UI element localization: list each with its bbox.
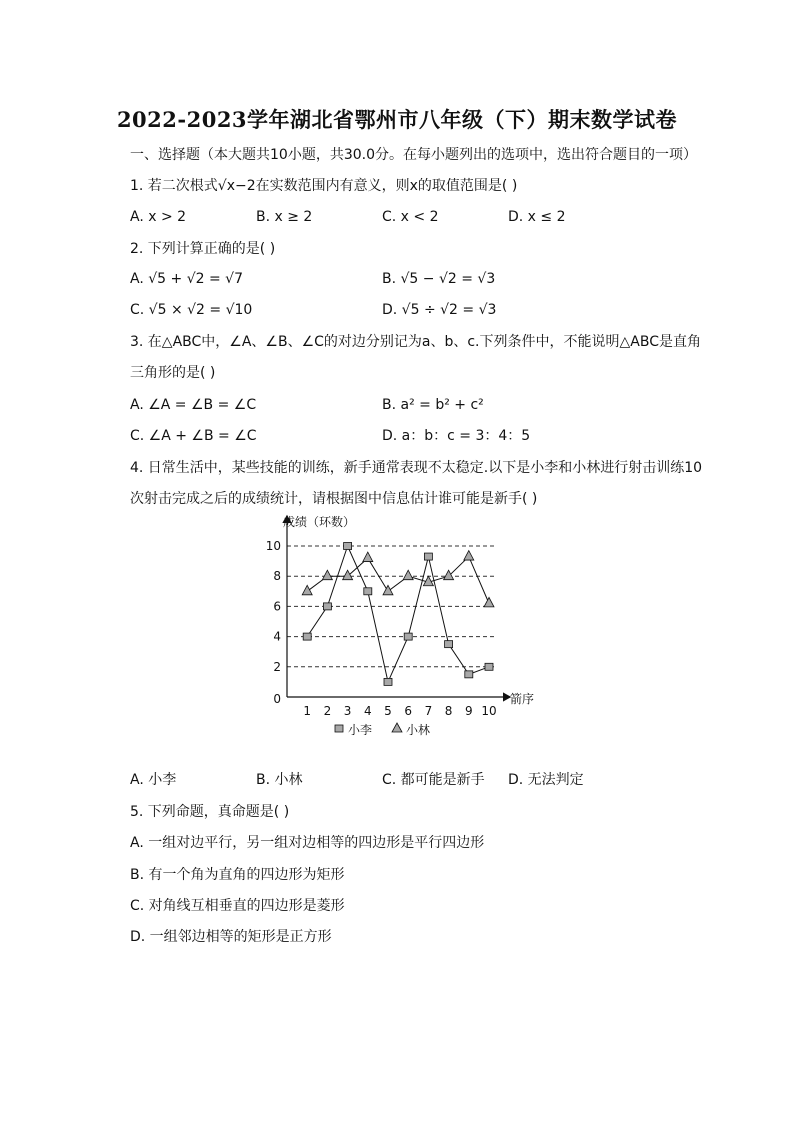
x-tick-label: 8: [444, 704, 453, 718]
q1-option-d: D. x ≤ 2: [508, 209, 566, 225]
x-tick-label: 1: [303, 704, 312, 718]
point-triangle: [383, 585, 393, 595]
x-tick-label: 2: [323, 704, 332, 718]
series-line-2: [307, 557, 489, 604]
origin-label: 0: [273, 692, 281, 706]
y-tick-label: 4: [273, 629, 281, 644]
y-tick-label: 2: [273, 659, 281, 674]
x-tick-label: 7: [424, 704, 433, 718]
point-square: [404, 633, 412, 640]
q1-option-b: B. x ≥ 2: [256, 209, 313, 225]
point-square: [424, 553, 432, 560]
q1-option-a: A. x > 2: [130, 209, 187, 225]
y-tick-label: 8: [273, 569, 281, 584]
question-3-stem-line2: 三角形的是( ): [130, 365, 216, 381]
question-3-stem-line1: 3. 在△ABC中，∠A、∠B、∠C的对边分别记为a、b、c.下列条件中，不能说明△ABC是直角: [130, 334, 701, 350]
q4-option-b: B. 小林: [256, 772, 303, 788]
q3-option-c: C. ∠A + ∠B = ∠C: [130, 428, 257, 444]
q5-option-c: C. 对角线互相垂直的四边形是菱形: [130, 898, 345, 914]
question-4-stem-line2: 次射击完成之后的成绩统计，请根据图中信息估计谁可能是新手( ): [130, 491, 538, 507]
legend-label: 小李: [348, 723, 373, 737]
point-square: [384, 678, 392, 685]
point-triangle: [343, 570, 353, 580]
point-triangle: [403, 570, 413, 580]
question-2-stem: 2. 下列计算正确的是( ): [130, 241, 276, 257]
q4-option-d: D. 无法判定: [508, 772, 584, 788]
q3-option-a: A. ∠A = ∠B = ∠C: [130, 397, 257, 413]
point-square: [303, 633, 311, 640]
question-5-stem: 5. 下列命题，真命题是( ): [130, 804, 290, 820]
x-tick-label: 3: [343, 704, 352, 718]
question-1-stem: 1. 若二次根式√x−2在实数范围内有意义，则x的取值范围是( ): [130, 178, 518, 194]
legend-marker-triangle: [392, 723, 402, 732]
point-square: [344, 543, 352, 550]
series-line-1: [307, 546, 489, 682]
q3-option-d: D. a：b：c = 3：4：5: [382, 428, 531, 444]
section-heading: 一、选择题（本大题共10小题，共30.0分。在每小题列出的选项中，选出符合题目的一项）: [130, 147, 697, 163]
legend-label: 小林: [406, 723, 431, 737]
q2-option-b: B. √5 − √2 = √3: [382, 271, 496, 287]
q1-option-c: C. x < 2: [382, 209, 439, 225]
point-square: [485, 663, 493, 670]
point-triangle: [484, 597, 494, 607]
x-tick-label: 5: [384, 704, 392, 718]
q5-option-b: B. 有一个角为直角的四边形为矩形: [130, 867, 345, 883]
x-axis-label: 箭序: [510, 692, 535, 706]
point-square: [364, 588, 372, 595]
q3-option-b: B. a² = b² + c²: [382, 397, 484, 413]
q4-option-a: A. 小李: [130, 772, 177, 788]
point-square: [323, 603, 331, 610]
point-triangle: [363, 552, 373, 562]
x-tick-label: 10: [481, 704, 497, 718]
point-triangle: [464, 551, 474, 561]
q2-option-c: C. √5 × √2 = √10: [130, 302, 253, 318]
question-4-stem-line1: 4. 日常生活中，某些技能的训练，新手通常表现不太稳定.以下是小李和小林进行射击训练10: [130, 460, 703, 476]
y-tick-label: 6: [273, 599, 281, 614]
point-triangle: [322, 570, 332, 580]
point-triangle: [444, 570, 454, 580]
q2-option-a: A. √5 + √2 = √7: [130, 271, 243, 287]
score-line-chart: [262, 508, 542, 740]
point-triangle: [302, 585, 312, 595]
y-axis-label: 成绩（环数）: [283, 515, 356, 529]
point-square: [465, 671, 473, 678]
q5-option-a: A. 一组对边平行，另一组对边相等的四边形是平行四边形: [130, 835, 485, 851]
x-tick-label: 4: [363, 704, 372, 718]
q2-option-d: D. √5 ÷ √2 = √3: [382, 302, 497, 318]
y-tick-label: 10: [265, 539, 281, 553]
legend-marker-square: [335, 725, 343, 732]
x-tick-label: 9: [464, 704, 473, 718]
q4-option-c: C. 都可能是新手: [382, 772, 485, 788]
x-tick-label: 6: [404, 704, 413, 718]
q5-option-d: D. 一组邻边相等的矩形是正方形: [130, 929, 332, 945]
page-title: 2022-2023学年湖北省鄂州市八年级（下）期末数学试卷: [116, 107, 678, 132]
point-square: [445, 641, 453, 648]
